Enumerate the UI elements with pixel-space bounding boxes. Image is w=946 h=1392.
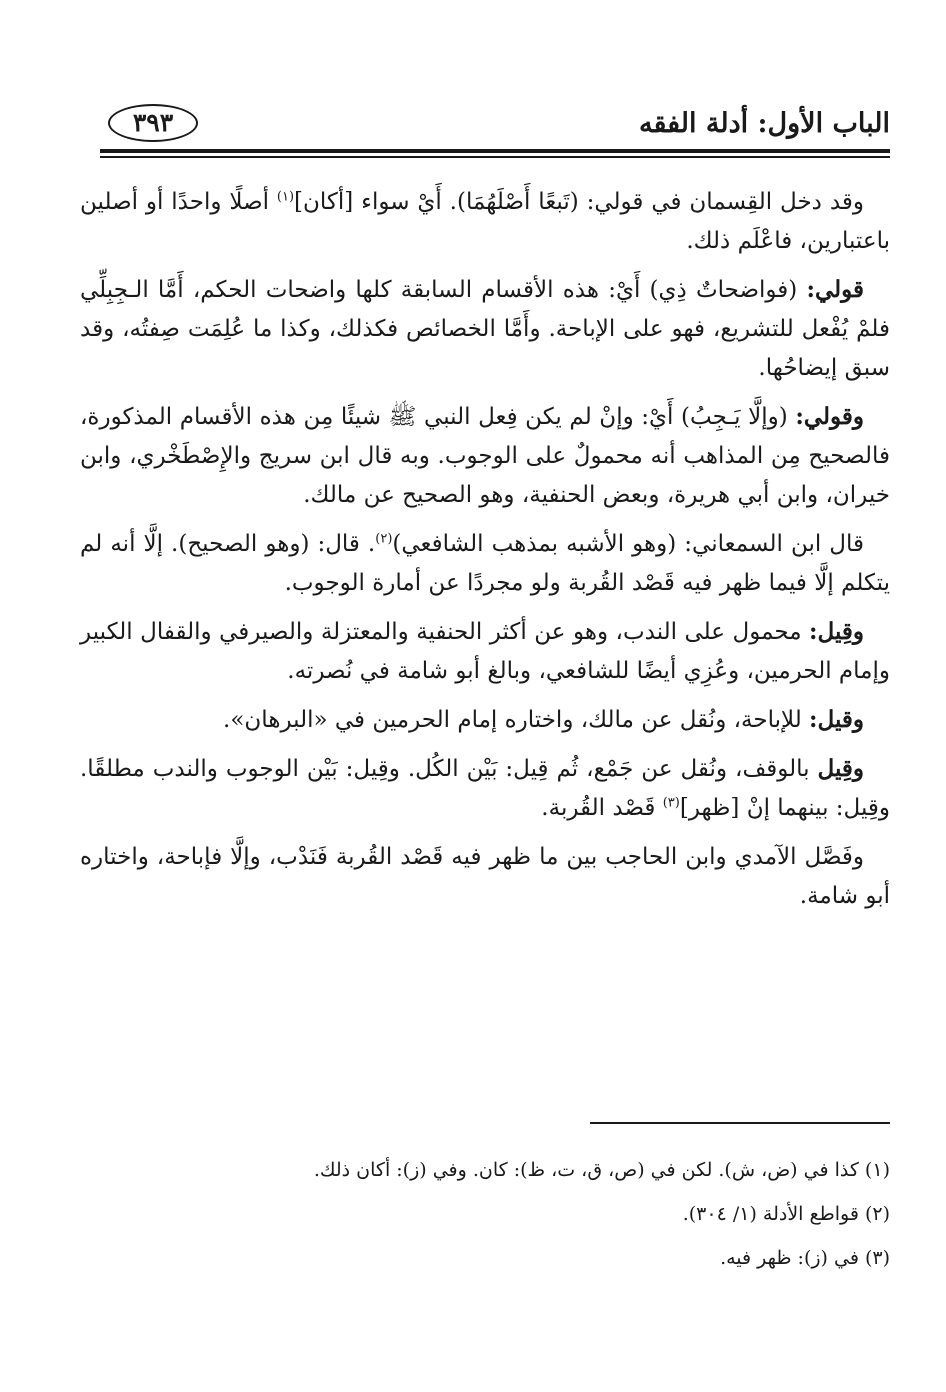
- chapter-title: الباب الأول: أدلة الفقه: [639, 108, 890, 139]
- paragraph: [80, 397, 890, 515]
- paragraph-text: (فواضحاتٌ ذِي) أَيْ: هذه الأقسام السابقة كلها واضحات الحكم، أَمَّا الـجِبِلِّي فلمْ يُفْعل للتشريع، فهو على الإباحة. وأَمَّا الخصائص فكذلك، وكذا ما عُلِمَت صِفتُه، وقد سبق إيضاحُها.: [80, 277, 890, 381]
- paragraph-text: محمول على الندب، وهو عن أكثر الحنفية والمعتزلة والصيرفي والقفال الكبير وإمام الحرمين، وعُزِي أيضًا للشافعي، وبالغ أبو شامة في نُصرته.: [80, 619, 890, 684]
- header-rule-thin: [100, 156, 890, 158]
- paragraph: [80, 524, 890, 603]
- paragraph: [80, 700, 890, 740]
- footnotes: [80, 1148, 890, 1280]
- paragraph-text: قال ابن السمعاني: (وهو الأشبه بمذهب الشافعي): [392, 531, 864, 557]
- paragraph-text: قَصْد القُربة.: [541, 795, 663, 821]
- footnote-ref[interactable]: (١): [276, 189, 295, 205]
- paragraph-lead: قولي:: [806, 276, 864, 303]
- page-number: ٣٩٣: [108, 104, 198, 142]
- paragraph-text: . قال: (وهو الصحيح). إلَّا أنه لم يتكلم إلَّا فيما ظهر فيه قَصْد القُربة ولو مجردًا عن أمارة الوجوب.: [80, 531, 890, 596]
- header-rule-thick: [100, 149, 890, 153]
- paragraph-lead: وقيل:: [809, 706, 864, 733]
- footnote-item: (٢) قواطع الأدلة (١/ ٣٠٤).: [682, 1203, 890, 1225]
- running-header: [100, 98, 890, 148]
- paragraph: [80, 749, 890, 828]
- paragraph-lead: وقِيل:: [809, 618, 864, 645]
- footnote-ref[interactable]: (٣): [662, 795, 680, 811]
- paragraph-lead: وقِيل: [817, 755, 864, 782]
- footnote-item: (١) كذا في (ض، ش). لكن في (ص، ق، ت، ظ): كان. وفي (ز): أكان ذلك.: [313, 1159, 890, 1181]
- footnote-separator: [590, 1122, 890, 1124]
- footnote-ref[interactable]: (٢): [375, 531, 393, 547]
- main-text: [80, 182, 890, 925]
- paragraph-text: بالوقف، ونُقل عن جَمْع، ثُم قِيل: بَيْن الكُل. وقِيل: بَيْن الوجوب والندب مطلقًا. وقِيل: بينهما إنْ [ظهر]: [80, 756, 890, 821]
- paragraph-text: للإباحة، ونُقل عن مالك، واختاره إمام الحرمين في «البرهان».: [223, 707, 810, 733]
- paragraph-text: أصلًا واحدًا أو أصلين باعتبارين، فاعْلَم ذلك.: [80, 189, 890, 254]
- paragraph-text: وقد دخل القِسمان في قولي: (تَبعًا أَصْلَهُمَا). أَيْ سواء [أكان]: [294, 189, 864, 215]
- footnote-item: (٣) في (ز): ظهر فيه.: [720, 1247, 890, 1269]
- paragraph-text: وفَصَّل الآمدي وابن الحاجب بين ما ظهر فيه قَصْد القُربة فَنَدْب، وإلَّا فإباحة، واختاره أبو شامة.: [80, 844, 890, 909]
- paragraph: [80, 182, 890, 261]
- paragraph-lead: وقولي:: [795, 403, 864, 430]
- paragraph: [80, 837, 890, 916]
- paragraph: [80, 612, 890, 691]
- paragraph: [80, 270, 890, 388]
- paragraph-text: (وإلَّا يَـجِبُ) أَيْ: وإنْ لم يكن فِعل النبي ﷺ شيئًا مِن هذه الأقسام المذكورة، فالصحيح مِن المذاهب أنه محمولٌ على الوجوب. وبه قال ابن سريج والإِصْطَخْري، وابن خيران، وابن أبي هريرة، وبعض الحنفية، وهو الصحيح عن مالك.: [80, 404, 890, 508]
